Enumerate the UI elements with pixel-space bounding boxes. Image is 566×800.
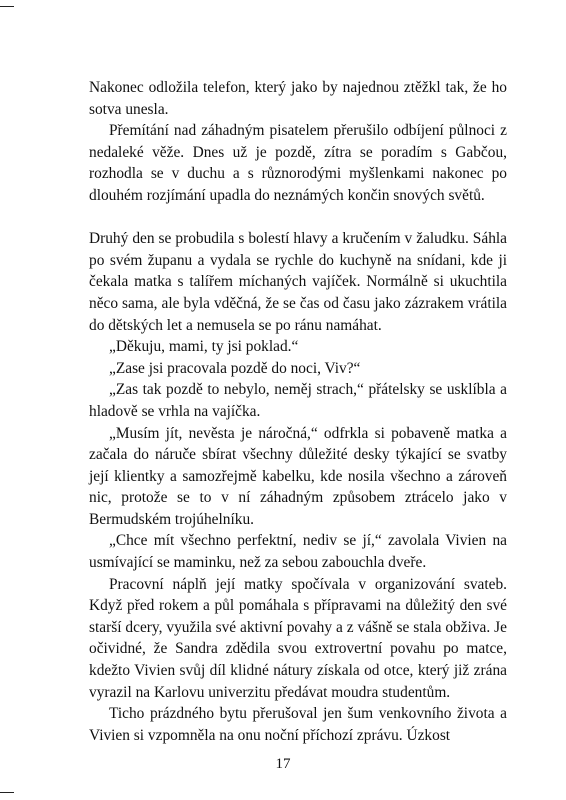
- paragraph-2: Přemítání nad záhadným pisatelem přerušilo odbíjení půlnoci z nedaleké věže. Dnes už je pozdě, zítra se poradím s Gabčou, rozhodla se v duchu a s různorodými myšlenkami nakonec po dlouhém rozjímání upadla do neznámých končin snových světů.: [89, 122, 507, 204]
- paragraph-10: Ticho prázdného bytu přerušoval jen šum venkovního života a Vivien si vzpomněla na onu noční příchozí zprávu. Úzkost: [89, 705, 507, 744]
- paragraph-5: „Zase jsi pracovala pozdě do noci, Viv?“: [109, 359, 361, 377]
- crop-mark-bottom: [0, 792, 14, 793]
- paragraph-3: Druhý den se probudila s bolestí hlavy a kručením v žaludku. Sáhla po svém županu a vydala se rychle do kuchyně na snídani, kde ji čekala matka s talířem míchaných vajíček. Normálně si ukuchtila něco sama, ale byla vděčná, že se čas od času jako zázrakem vrátila do dětských let a nemusela se po ránu namáhat.: [89, 230, 507, 334]
- paragraph-8: „Chce mít všechno perfektní, nediv se jí,“ zavolala Vivien na usmívající se maminku, než za sebou zabouchla dveře.: [89, 532, 507, 572]
- paragraph-1: Nakonec odložila telefon, který jako by najednou ztěžkl tak, že ho sotva unesla.: [89, 79, 507, 118]
- paragraph-4: „Děkuju, mami, ty jsi poklad.“: [109, 338, 299, 356]
- paragraph-9: Pracovní náplň její matky spočívala v organizování svateb. Když před rokem a půl pomáhala s přípravami na důležitý den své starší dcery, využila své aktivní povahy a z vášně se stala obživa. Je očividné, že Sandra zdědila svou extrovertní povahu po matce, kdežto Vivien svůj díl klidné nátury získala od otce, který již zrána vyrazil na Karlovu univerzitu předávat moudra studentům.: [89, 575, 507, 701]
- body-text: [89, 77, 507, 746]
- paragraph-6: „Zas tak pozdě to nebylo, neměj strach,“ přátelsky se usklíbla a hladově se vrhla na vajíčka.: [89, 381, 507, 420]
- page-number: 17: [275, 756, 291, 772]
- crop-mark-top: [0, 6, 14, 7]
- paragraph-7: „Musím jít, nevěsta je náročná,“ odfrkla si pobaveně matka a začala do náruče sbírat všechny důležité desky týkající se svatby její klientky a samozřejmě kabelku, kde nosila všechno a zároveň nic, protože se to v ní záhadným způsobem ztrácelo jako v Bermudském trojúhelníku.: [89, 424, 507, 528]
